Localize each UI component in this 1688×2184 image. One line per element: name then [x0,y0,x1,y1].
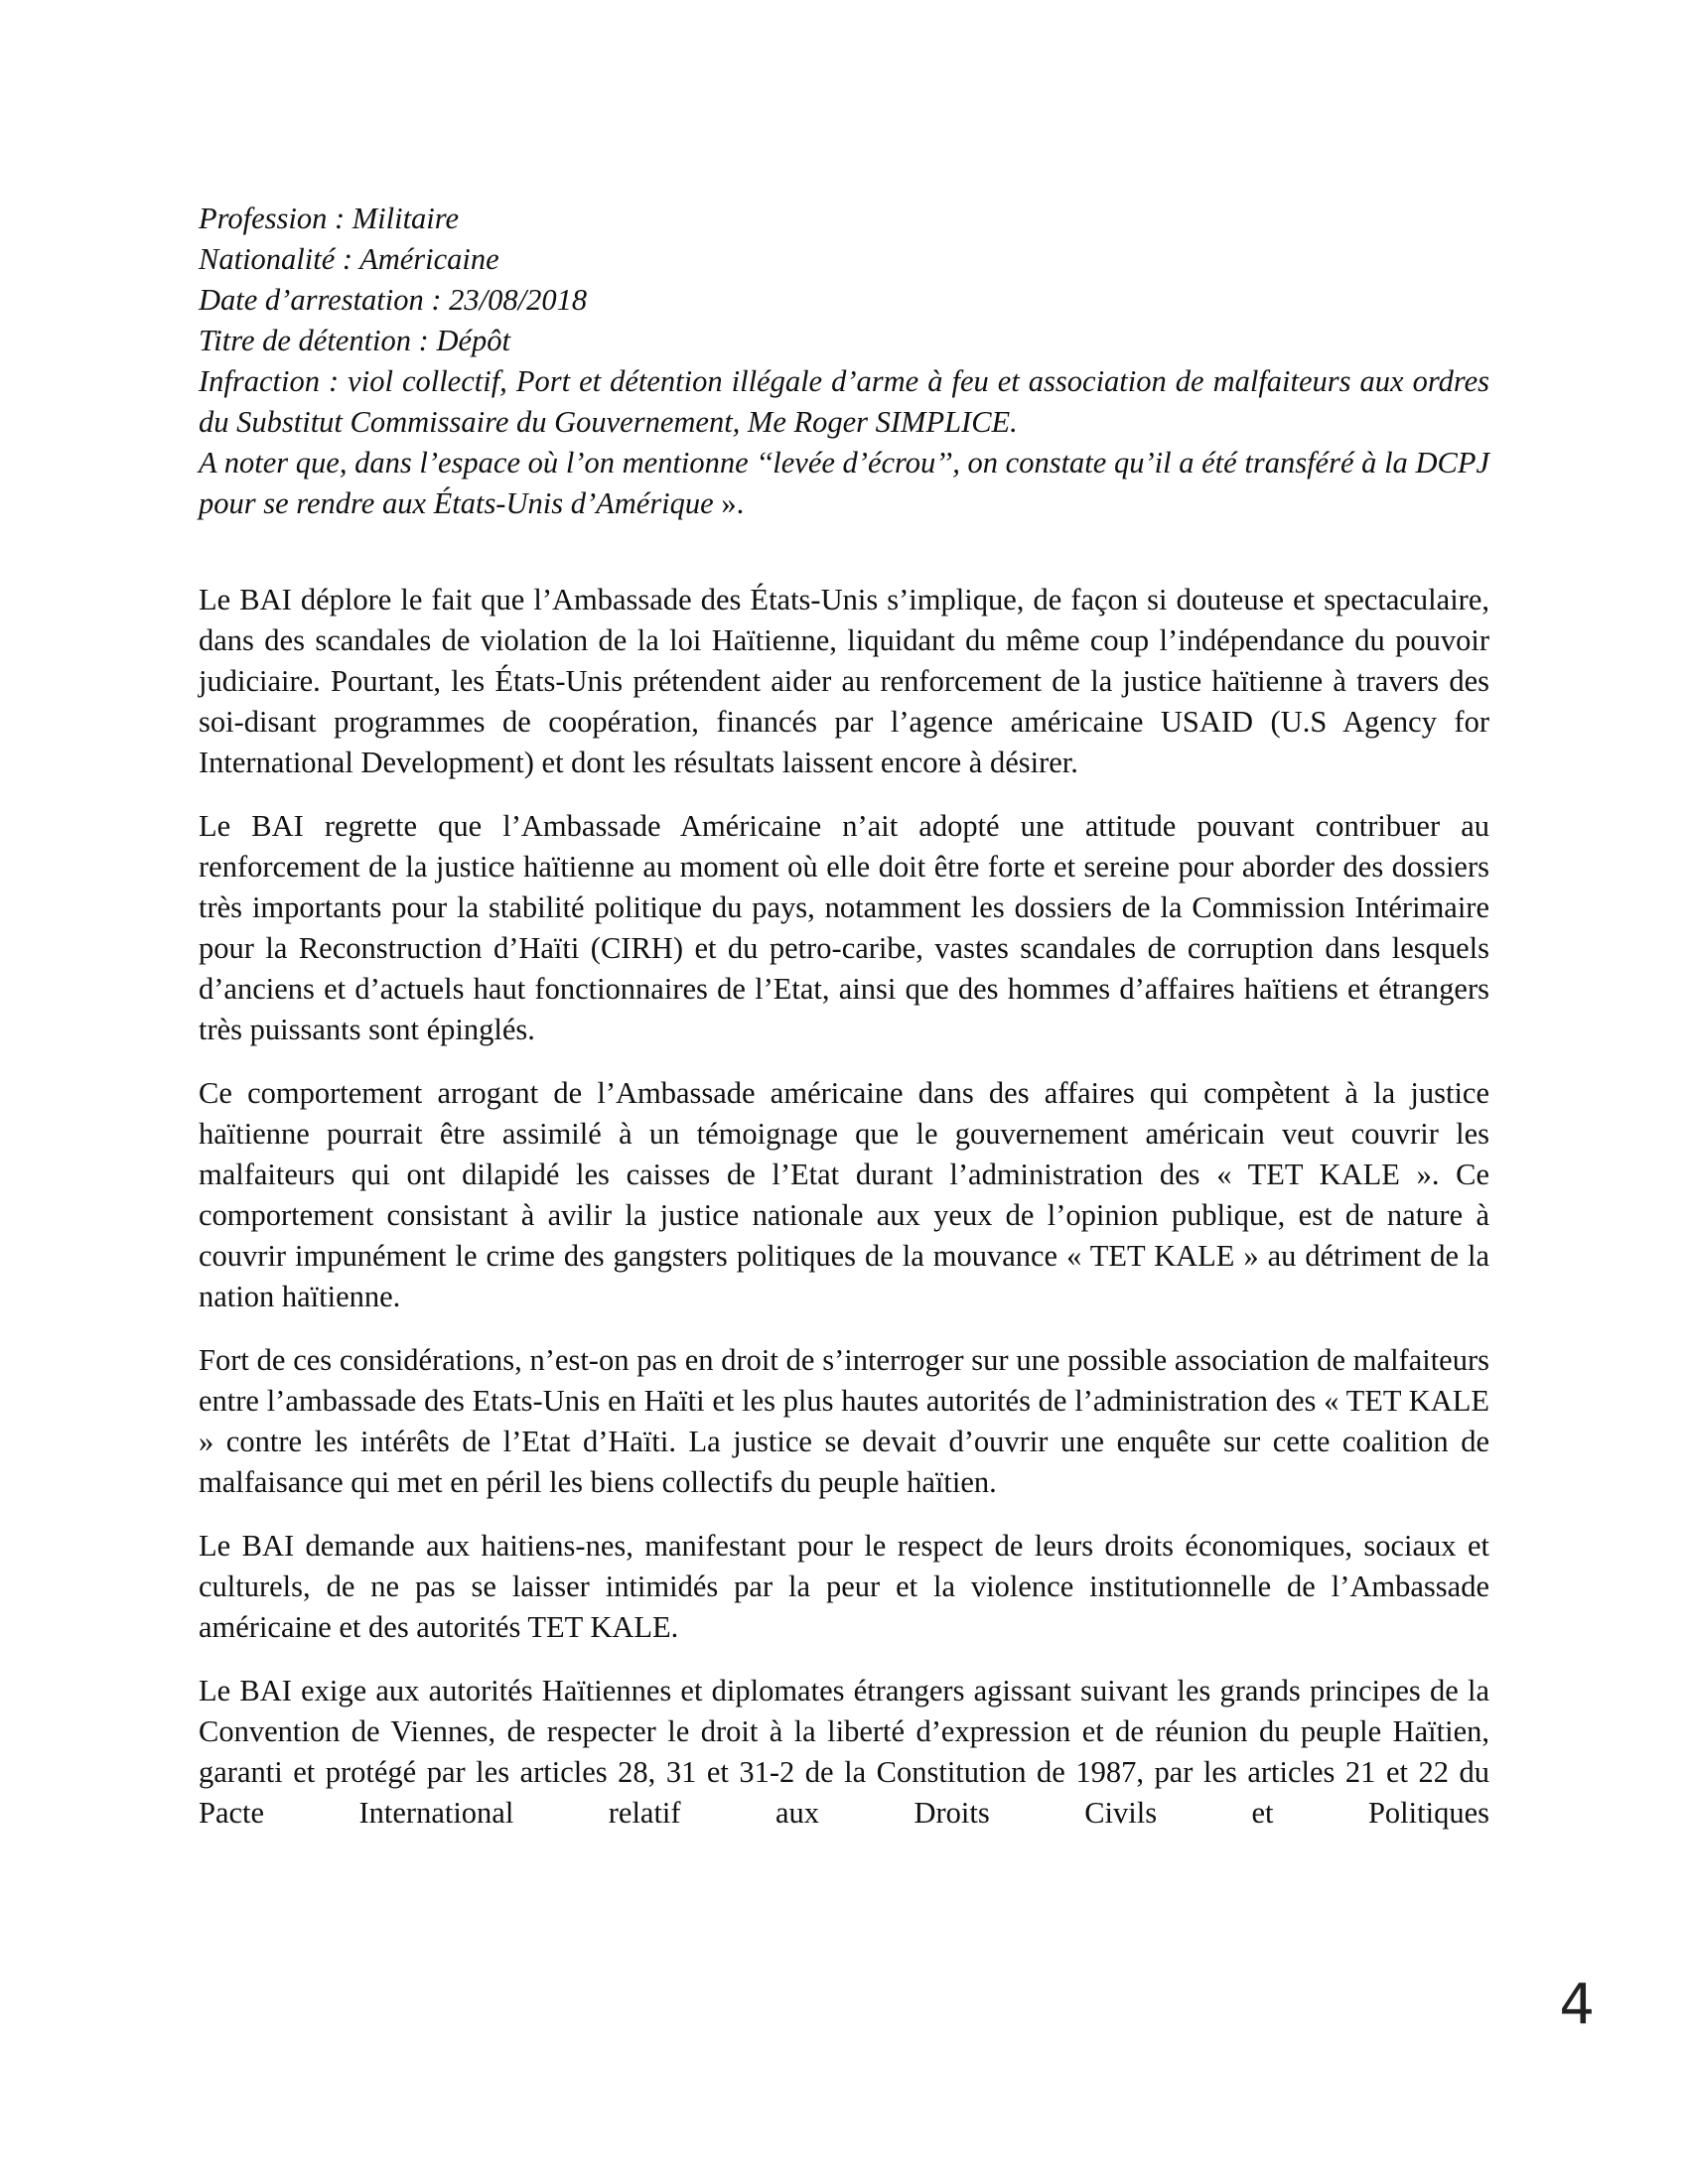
paragraph-regret: Le BAI regrette que l’Ambassade Américaine n’ait adopté une attitude pouvant contribuer au renforcement de la justice haïtienne au moment où elle doit être forte et sereine pour aborder des dossiers très importants pour la stabilité politique du pays, notamment les dossiers de la Commission Intérimaire pour la Reconstruction d’Haïti (CIRH) et du petro-caribe, vastes scandales de corruption dans lesquels d’anciens et d’actuels haut fonctionnaires de l’Etat, ainsi que des hommes d’affaires haïtiens et étrangers très puissants sont épinglés. [199,809,1489,1046]
nationality-line: Nationalité : Américaine [199,242,499,276]
paragraph-embassy-involvement: Le BAI déplore le fait que l’Ambassade des États-Unis s’implique, de façon si douteuse et spectaculaire, dans des scandales de violation de la loi Haïtienne, liquidant du même coup l’indépendance du pouvoir judiciaire. Pourtant, les États-Unis prétendent aider au renforcement de la justice haïtienne à travers des soi-disant programmes de coopération, financés par l’agence américaine USAID (U.S Agency for International Development) et dont les résultats laissent encore à désirer. [199,583,1489,779]
arrest-date-line: Date d’arrestation : 23/08/2018 [199,283,588,317]
paragraph-demand: Le BAI demande aux haitiens-nes, manifestant pour le respect de leurs droits économiques, sociaux et culturels, de ne pas se laisser intimidés par la peur et la violence institutionnelle de l’Ambassade américaine et des autorités TET KALE. [199,1529,1489,1644]
body-paragraphs [199,580,1489,1834]
page-content [199,199,1489,1856]
transfer-note [199,443,1489,524]
paragraph-arrogant-behaviour: Ce comportement arrogant de l’Ambassade américaine dans des affaires qui compètent à la justice haïtienne pourrait être assimilé à un témoignage que le gouvernement américain veut couvrir les malfaiteurs qui ont dilapidé les caisses de l’Etat durant l’administration des « TET KALE ». Ce comportement consistant à avilir la justice nationale aux yeux de l’opinion publique, est de nature à couvrir impunément le crime des gangsters politiques de la mouvance « TET KALE » au détriment de la nation haïtienne. [199,1076,1489,1313]
paragraph-considerations: Fort de ces considérations, n’est-on pas en droit de s’interroger sur une possible association de malfaiteurs entre l’ambassade des Etats-Unis en Haïti et les plus hautes autorités de l’administration des « TET KALE » contre les intérêts de l’Etat d’Haïti. La justice se devait d’ouvrir une enquête sur cette coalition de malfaisance qui met en péril les biens collectifs du peuple haïtien. [199,1343,1489,1499]
detention-record [199,199,1489,524]
detention-title-line: Titre de détention : Dépôt [199,324,510,357]
transfer-note-text: A noter que, dans l’espace où l’on mentionne ‘‘levée d’écrou’’, on constate qu’il a été transféré à la DCPJ pour se rendre aux États-Unis d’Amérique [199,446,1489,520]
page-number: 4 [1559,1973,1595,2037]
profession-line: Profession : Militaire [199,202,460,235]
closing-quote: ». [713,486,745,520]
paragraph-requirement: Le BAI exige aux autorités Haïtiennes et diplomates étrangers agissant suivant les grands principes de la Convention de Viennes, de respecter le droit à la liberté d’expression et de réunion du peuple Haïtien, garanti et protégé par les articles 28, 31 et 31-2 de la Constitution de 1987, par les articles 21 et 22 du Pacte International relatif aux Droits Civils et Politiques [199,1674,1489,1830]
offense-line: Infraction : viol collectif, Port et détention illégale d’arme à feu et association de malfaiteurs aux ordres du Substitut Commissaire du Gouvernement, Me Roger SIMPLICE. [199,364,1489,439]
